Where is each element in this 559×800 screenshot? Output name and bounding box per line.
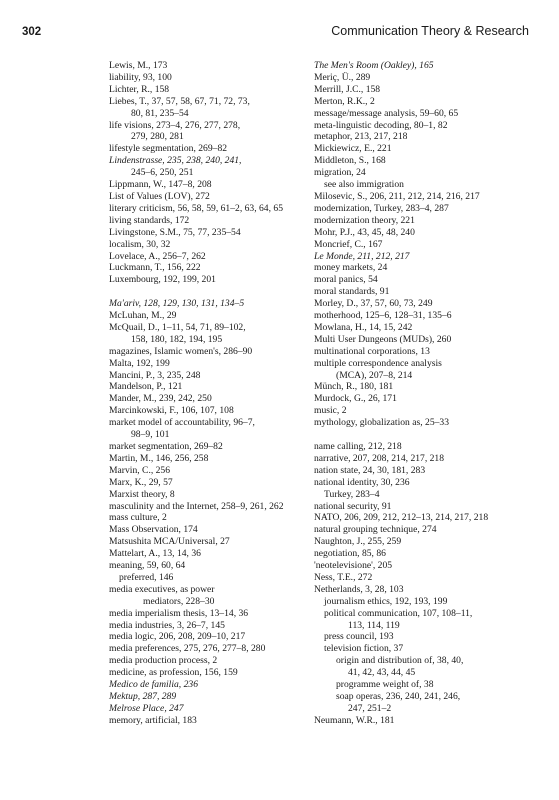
index-entry: Medico de familia, 236 — [109, 679, 198, 691]
index-entry: 98–9, 101 — [131, 429, 170, 441]
index-entry: television fiction, 37 — [324, 643, 404, 655]
index-entry: Milosevic, S., 206, 211, 212, 214, 216, 217 — [314, 190, 480, 202]
index-entry: Lichter, R., 158 — [109, 83, 170, 95]
index-entry: Lovelace, A., 256–7, 262 — [109, 250, 206, 262]
index-entry: 279, 280, 281 — [131, 131, 184, 143]
index-entry: mythology, globalization as, 25–33 — [314, 417, 450, 429]
index-entry: Mowlana, H., 14, 15, 242 — [314, 321, 413, 333]
index-entry: The Men's Room (Oakley), 165 — [314, 60, 434, 71]
index-entry: Marcinkowski, F., 106, 107, 108 — [109, 405, 234, 417]
index-entry: Moncrief, C., 167 — [314, 238, 383, 250]
index-entry: Neumann, W.R., 181 — [314, 714, 395, 726]
index-entry: lifestyle segmentation, 269–82 — [109, 143, 228, 155]
index-entry: moral panics, 54 — [314, 274, 378, 286]
index-entry: Meriç, Ü., 289 — [314, 71, 371, 83]
index-entry: Mander, M., 239, 242, 250 — [109, 393, 212, 405]
index-entry: Mohr, P.J., 43, 45, 48, 240 — [314, 226, 415, 238]
index-entry: media production process, 2 — [109, 655, 218, 667]
index-entry: Marxist theory, 8 — [109, 488, 175, 500]
index-entry: Mass Observation, 174 — [109, 524, 198, 536]
index-entry: life visions, 273–4, 276, 277, 278, — [109, 119, 241, 131]
index-entry: Mandelson, P., 121 — [109, 381, 183, 393]
index-entry: Turkey, 283–4 — [324, 488, 380, 500]
index-entry: Merrill, J.C., 158 — [314, 83, 381, 95]
index-entry: see also immigration — [324, 179, 404, 191]
index-entry: memory, artificial, 183 — [109, 714, 197, 726]
index-entry: natural grouping technique, 274 — [314, 524, 437, 536]
index-entry: Marx, K., 29, 57 — [109, 476, 173, 488]
index-entry: Münch, R., 180, 181 — [314, 381, 394, 393]
page-number: 302 — [22, 26, 42, 38]
index-entry: money markets, 24 — [314, 262, 388, 274]
index-entry: literary criticism, 56, 58, 59, 61–2, 63, 64, 65 — [109, 202, 283, 214]
index-entry: Malta, 192, 199 — [109, 357, 170, 369]
index-entry: Lippmann, W., 147–8, 208 — [109, 179, 212, 191]
index-entry: 245–6, 250, 251 — [131, 167, 194, 179]
index-entry: McQuail, D., 1–11, 54, 71, 89–102, — [109, 321, 246, 333]
index-entry: metaphor, 213, 217, 218 — [314, 131, 408, 143]
index-entry: Marvin, C., 256 — [109, 464, 171, 476]
index-entry: Livingstone, S.M., 75, 77, 235–54 — [109, 226, 241, 238]
index-entry: 247, 251–2 — [348, 702, 392, 714]
index-entry: Luxembourg, 192, 199, 201 — [109, 274, 216, 286]
index-entry: Naughton, J., 255, 259 — [314, 536, 402, 548]
index-entry: 80, 81, 235–54 — [131, 107, 189, 119]
index-entry: Ma'ariv, 128, 129, 130, 131, 134–5 — [109, 298, 245, 310]
index-entry: meaning, 59, 60, 64 — [109, 560, 186, 572]
index-entry: name calling, 212, 218 — [314, 440, 402, 452]
index-entry: 'neotelevisione', 205 — [314, 560, 393, 572]
index-entry: magazines, Islamic women's, 286–90 — [109, 345, 253, 357]
index-entry: music, 2 — [314, 405, 347, 417]
index-entry: medicine, as profession, 156, 159 — [109, 667, 238, 679]
index-entry: Murdock, G., 26, 171 — [314, 393, 397, 405]
index-entry: market model of accountability, 96–7, — [109, 417, 255, 429]
index-entry: Liebes, T., 37, 57, 58, 67, 71, 72, 73, — [109, 95, 250, 107]
index-entry: (MCA), 207–8, 214 — [336, 369, 413, 381]
index-entry: 41, 42, 43, 44, 45 — [348, 667, 416, 679]
index-entry: origin and distribution of, 38, 40, — [336, 655, 464, 667]
index-column-right — [314, 60, 529, 727]
index-entry: McLuhan, M., 29 — [109, 310, 177, 322]
index-entry: Netherlands, 3, 28, 103 — [314, 583, 404, 595]
index-entry: media imperialism thesis, 13–14, 36 — [109, 607, 249, 619]
index-entry: media industries, 3, 26–7, 145 — [109, 619, 225, 631]
index-entry: programme weight of, 38 — [336, 679, 434, 691]
index-entry: mass culture, 2 — [109, 512, 167, 524]
index-entry: narrative, 207, 208, 214, 217, 218 — [314, 452, 445, 464]
index-entry: Mektup, 287, 289 — [109, 691, 177, 703]
index-column-left — [109, 60, 324, 727]
index-entry: modernization theory, 221 — [314, 214, 415, 226]
index-entry: localism, 30, 32 — [109, 238, 171, 250]
index-entry: NATO, 206, 209, 212, 212–13, 214, 217, 218 — [314, 512, 489, 524]
page-header — [22, 24, 529, 38]
index-entry: media preferences, 275, 276, 277–8, 280 — [109, 643, 266, 655]
index-entry: 158, 180, 182, 194, 195 — [131, 333, 223, 345]
index-entry: media logic, 206, 208, 209–10, 217 — [109, 631, 246, 643]
index-entry: negotiation, 85, 86 — [314, 548, 386, 560]
index-entry: Mancini, P., 3, 235, 248 — [109, 369, 201, 381]
index-entry: soap operas, 236, 240, 241, 246, — [336, 691, 461, 703]
index-entry: market segmentation, 269–82 — [109, 440, 223, 452]
index-entry: political communication, 107, 108–11, — [324, 607, 473, 619]
index-entry: Merton, R.K., 2 — [314, 95, 375, 107]
index-entry: nation state, 24, 30, 181, 283 — [314, 464, 426, 476]
index-entry: Lindenstrasse, 235, 238, 240, 241, — [109, 155, 242, 167]
index-entry: Martin, M., 146, 256, 258 — [109, 452, 209, 464]
index-entry: List of Values (LOV), 272 — [109, 190, 210, 202]
index-entry: Morley, D., 37, 57, 60, 73, 249 — [314, 298, 433, 310]
index-entry: preferred, 146 — [119, 571, 174, 583]
index-entry: Multi User Dungeons (MUDs), 260 — [314, 333, 452, 345]
index-entry: Mattelart, A., 13, 14, 36 — [109, 548, 201, 560]
index-entry: masculinity and the Internet, 258–9, 261, 262 — [109, 500, 284, 512]
index-entry: Le Monde, 211, 212, 217 — [314, 250, 410, 262]
index-entry: message/message analysis, 59–60, 65 — [314, 107, 459, 119]
index-entry: Melrose Place, 247 — [109, 702, 184, 714]
index-entry: press council, 193 — [324, 631, 394, 643]
index-entry: migration, 24 — [314, 167, 366, 179]
index-entry: national security, 91 — [314, 500, 392, 512]
index-entry: Matsushita MCA/Universal, 27 — [109, 536, 230, 548]
index-entry: liability, 93, 100 — [109, 71, 172, 83]
index-entry: Lewis, M., 173 — [109, 60, 168, 71]
index-entry: journalism ethics, 192, 193, 199 — [324, 595, 448, 607]
index-entry: multinational corporations, 13 — [314, 345, 430, 357]
index-entry: Mickiewicz, E., 221 — [314, 143, 392, 155]
index-entry: Luckmann, T., 156, 222 — [109, 262, 201, 274]
index-entry: meta-linguistic decoding, 80–1, 82 — [314, 119, 448, 131]
index-entry: 113, 114, 119 — [348, 619, 400, 631]
index-entry: living standards, 172 — [109, 214, 190, 226]
index-entry: mediators, 228–30 — [143, 595, 215, 607]
index-entry: modernization, Turkey, 283–4, 287 — [314, 202, 449, 214]
index-entry: moral standards, 91 — [314, 286, 390, 298]
index-entry: Middleton, S., 168 — [314, 155, 386, 167]
index-entry: national identity, 30, 236 — [314, 476, 410, 488]
index-entry: media executives, as power — [109, 583, 215, 595]
index-entry: Ness, T.E., 272 — [314, 571, 373, 583]
running-head: Communication Theory & Research — [331, 24, 529, 38]
index-entry: multiple correspondence analysis — [314, 357, 442, 369]
index-entry: motherhood, 125–6, 128–31, 135–6 — [314, 310, 452, 322]
